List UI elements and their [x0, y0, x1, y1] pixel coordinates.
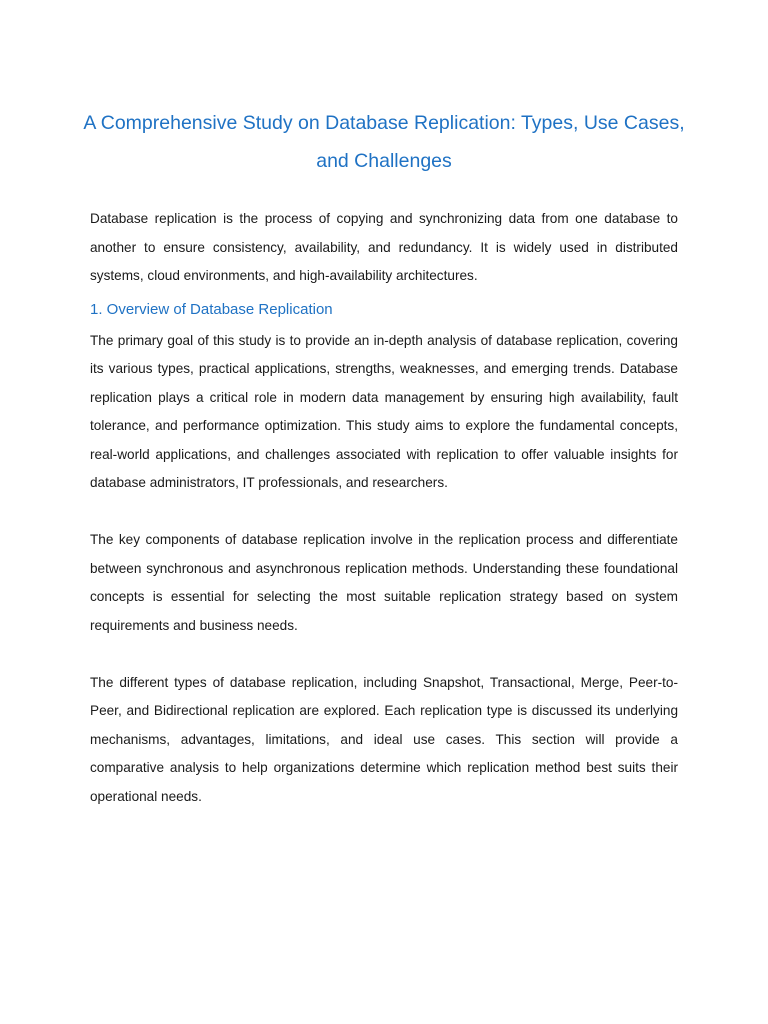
section-heading-overview: 1. Overview of Database Replication [90, 300, 333, 318]
paragraph-spacer [90, 640, 678, 669]
paragraph-spacer [90, 498, 678, 527]
overview-paragraph-1: The primary goal of this study is to provide an in-depth analysis of database replication, covering its various types, practical applications, strengths, weaknesses, and emerging trends. Database replication plays a critical role in modern data management by ensuring high availability, fault tolerance, and performance optimization. This study aims to explore the fundamental concepts, real-world applications, and challenges associated with replication to offer valuable insights for database administrators, IT professionals, and researchers. [90, 332, 678, 490]
intro-paragraph: Database replication is the process of copying and synchronizing data from one database to another to ensure consistency, availability, and redundancy. It is widely used in distributed systems, cloud environments, and high-availability architectures. [90, 211, 678, 283]
document-body [90, 205, 678, 811]
document-title: A Comprehensive Study on Database Replication: Types, Use Cases, and Challenges [83, 112, 685, 172]
overview-paragraph-3: The different types of database replication, including Snapshot, Transactional, Merge, Peer-to-Peer, and Bidirectional replication are explored. Each replication type is discussed its underlying mechanisms, advantages, limitations, and ideal use cases. This section will provide a comparative analysis to help organizations determine which replication method best suits their operational needs. [90, 674, 678, 804]
overview-paragraph-2: The key components of database replication involve in the replication process and differentiate between synchronous and asynchronous replication methods. Understanding these foundational concepts is essential for selecting the most suitable replication strategy based on system requirements and business needs. [90, 532, 678, 633]
